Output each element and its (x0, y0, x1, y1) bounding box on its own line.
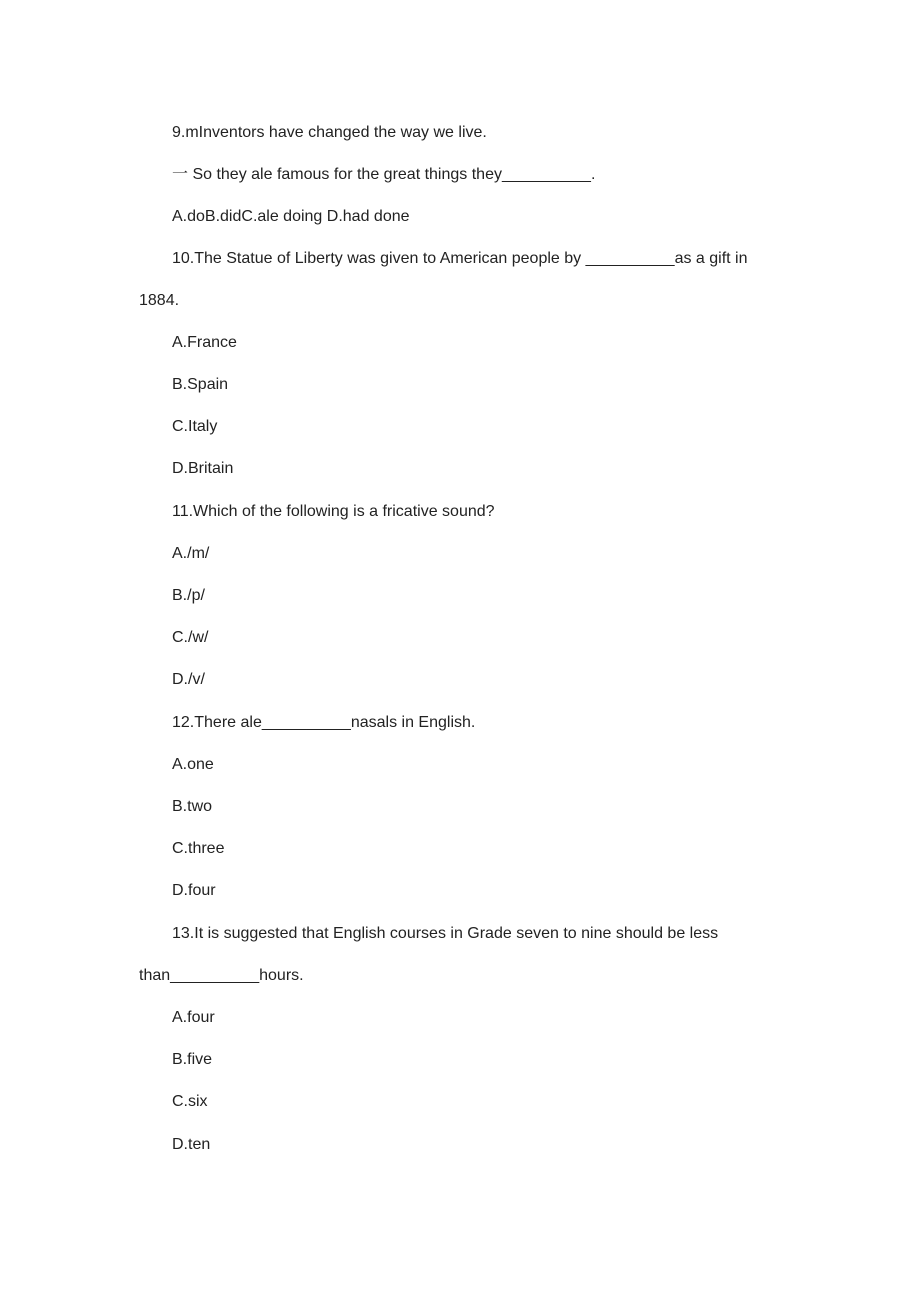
question-12-option-c: C.three (172, 840, 225, 857)
question-9-continuation: 一 So they ale famous for the great things they__________. (172, 166, 596, 183)
question-10-option-b: B.Spain (172, 376, 229, 393)
question-13-text: 13.It is suggested that English courses in Grade seven to nine should be less (172, 925, 719, 942)
question-11-option-b: B./p/ (172, 587, 205, 604)
question-9-text: 9.mInventors have changed the way we live. (172, 124, 487, 141)
question-10-option-c: C.Italy (172, 418, 218, 435)
question-13-option-c: C.six (172, 1093, 208, 1110)
question-10-option-a: A.France (172, 334, 237, 351)
question-13-option-a: A.four (172, 1009, 215, 1026)
question-12-text: 12.There ale__________nasals in English. (172, 714, 476, 731)
question-10-option-d: D.Britain (172, 460, 234, 477)
question-10-text: 10.The Statue of Liberty was given to American people by __________as a gift in (172, 250, 748, 267)
question-11-option-c: C./w/ (172, 629, 209, 646)
question-11-option-a: A./m/ (172, 545, 210, 562)
question-13-continuation: than__________hours. (139, 967, 304, 984)
question-11-option-d: D./v/ (172, 671, 205, 688)
question-12-option-d: D.four (172, 882, 216, 899)
question-13-option-d: D.ten (172, 1136, 211, 1153)
question-10-continuation: 1884. (139, 292, 180, 309)
question-12-option-a: A.one (172, 756, 214, 773)
question-13-option-b: B.five (172, 1051, 213, 1068)
question-11-text: 11.Which of the following is a fricative sound? (172, 503, 495, 520)
question-9-options: A.doB.didC.ale doing D.had done (172, 208, 410, 225)
question-12-option-b: B.two (172, 798, 213, 815)
